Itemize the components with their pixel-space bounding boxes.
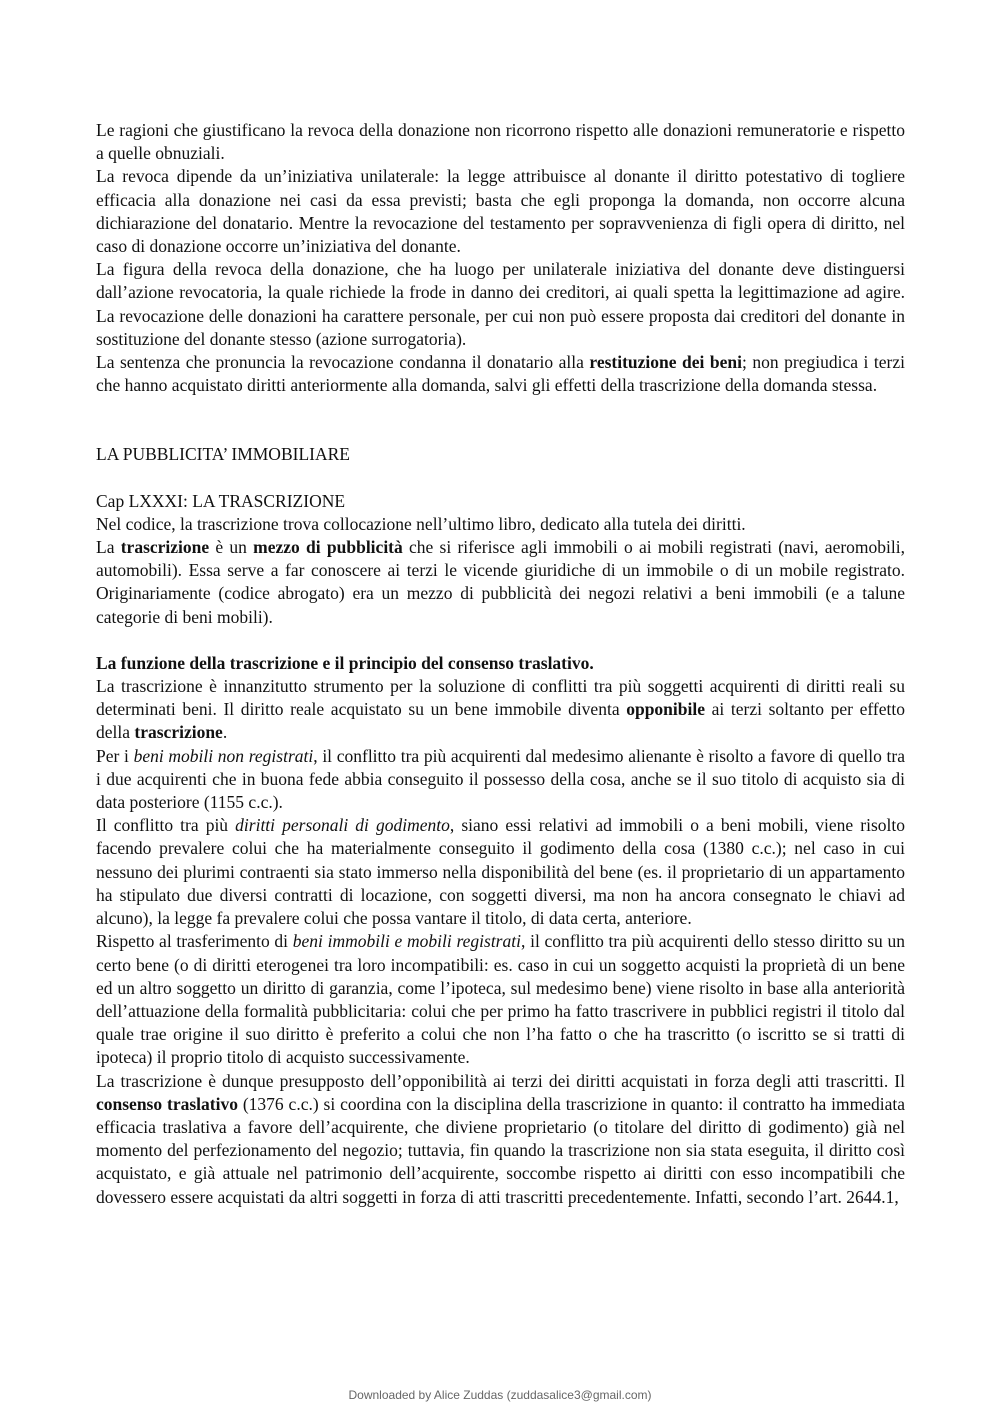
paragraph-5: Nel codice, la trascrizione trova collocazione nell’ultimo libro, dedicato alla tutela dei diritti. bbox=[96, 513, 746, 534]
download-footer: Downloaded by Alice Zuddas (zuddasalice3@gmail.com) bbox=[348, 1388, 652, 1402]
spacer bbox=[96, 467, 905, 490]
paragraph-4-bold: restituzione dei beni bbox=[589, 352, 743, 373]
paragraph-4 bbox=[96, 351, 905, 397]
paragraph-8 bbox=[96, 745, 905, 815]
paragraph-6-text: La bbox=[96, 537, 121, 558]
paragraph-7-text-3: . bbox=[222, 722, 228, 743]
paragraph-11 bbox=[96, 1070, 905, 1209]
spacer bbox=[96, 397, 905, 443]
paragraph-8-text: Per i bbox=[96, 745, 134, 766]
paragraph-7-bold-2: trascrizione bbox=[134, 722, 223, 743]
paragraph-11-text-2: (1376 c.c.) si coordina con la disciplina della trascrizione in quanto: il contratto ha immediata efficacia traslativa a favore dell’acquirente, che diviene proprietario (o titolare del diritto di godimento) già nel momento del perfezionamento del negozio; tuttavia, fin quando la trascrizione non sia stata eseguita, il diritto così acquistato, e già attuale nel patrimonio dell’acquirente, soccombe rispetto ai diritti con esso incompatibili che dovessero essere acquistati da altri soggetti in forza di atti trascritti precedentemente. Infatti, secondo l’art. 2644.1, bbox=[96, 1093, 906, 1207]
paragraph-6-text-2: è un bbox=[209, 537, 254, 558]
paragraph-4-text-end: ; non pregiudica i terzi che hanno acquistato diritti anteriormente alla domanda, salvi gli effetti della trascrizione della domanda stessa. bbox=[96, 352, 905, 396]
subsection-heading bbox=[96, 652, 905, 675]
chapter-title: Cap LXXXI: LA TRASCRIZIONE bbox=[96, 490, 346, 511]
paragraph-6-text-3: che si riferisce agli immobili o ai mobili registrati (navi, aeromobili, automobili). Essa serve a far conoscere ai terzi le vicende giuridiche di un immobile o di un mobile registrato. Originariamente (codice abrogato) era un mezzo di pubblicità dei negozi relativi a beni immobili (e a talune categorie di beni mobili). bbox=[96, 537, 905, 627]
paragraph-10 bbox=[96, 930, 905, 1069]
subsection-heading-text: La funzione della trascrizione e il principio del consenso traslativo. bbox=[96, 652, 594, 673]
paragraph-8-italic: beni mobili non registrati bbox=[133, 745, 314, 766]
paragraph-6-bold-2: mezzo di pubblicità bbox=[253, 537, 403, 558]
section-heading: LA PUBBLICITA’ IMMOBILIARE bbox=[96, 444, 350, 465]
paragraph-10-text: Rispetto al trasferimento di bbox=[96, 931, 293, 952]
paragraph-1: Le ragioni che giustificano la revoca della donazione non ricorrono rispetto alle donazioni remuneratorie e rispetto a quelle obnuziali. bbox=[96, 120, 905, 164]
paragraph-7 bbox=[96, 675, 905, 745]
spacer bbox=[96, 629, 905, 652]
document-body bbox=[96, 119, 905, 1209]
paragraph-8-text-2: , il conflitto tra più acquirenti dal medesimo alienante è risolto a favore di quello tra i due acquirenti che in buona fede abbia conseguito il possesso della cosa, anche se il suo titolo di acquisto sia di data posteriore (1155 c.c.). bbox=[96, 745, 905, 813]
paragraph-7-text: La trascrizione è innanzitutto strumento per la soluzione di conflitti tra più soggetti acquirenti di diritti reali su determinati beni. Il diritto reale acquistato su un bene immobile diventa bbox=[96, 676, 905, 720]
paragraph-9-text-2: , siano essi relativi ad immobili o a beni mobili, viene risolto facendo prevalere colui che ha materialmente conseguito il godimento della cosa (1380 c.c.); nel caso in cui nessuno dei plurimi contraenti sia stato immerso nella disponibilità del bene (es. il proprietario di un appartamento ha stipulato due diversi contratti di locazione, con soggetti diversi, ma non ha ancora consegnato le chiavi ad alcuno), la legge fa prevalere colui che possa vantare il titolo, di data certa, anteriore. bbox=[96, 815, 905, 929]
paragraph-10-text-2: , il conflitto tra più acquirenti dello stesso diritto su un certo bene (o di diritti eterogenei tra loro incompatibili: es. caso in cui un soggetto acquisti la proprietà di un bene ed un altro soggetto un diritto di garanzia, come l’ipoteca, sul medesimo bene) viene risolto in base alla anteriorità dell’attuazione della formalità pubblicitaria: colui che per primo ha fatto trascrivere in pubblici registri il titolo dal quale trae origine il suo diritto è preferito a colui che non l’ha fatto o che ha trascritto (o iscritto se si tratti di ipoteca) il proprio titolo di acquisto successivamente. bbox=[96, 931, 905, 1068]
paragraph-9 bbox=[96, 814, 905, 930]
paragraph-3: La figura della revoca della donazione, che ha luogo per unilaterale iniziativa del donante deve distinguersi dall’azione revocatoria, la quale richiede la frode in danno dei creditori, ai quali spetta la legittimazione ad agire. La revocazione delle donazioni ha carattere personale, per cui non può essere proposta dai creditori del donante in sostituzione del donante stesso (azione surrogatoria). bbox=[96, 259, 905, 349]
paragraph-9-italic: diritti personali di godimento bbox=[235, 815, 450, 836]
paragraph-7-text-2: ai terzi soltanto per effetto della bbox=[96, 699, 905, 743]
paragraph-11-text: La trascrizione è dunque presupposto dell’opponibilità ai terzi dei diritti acquistati in forza degli atti trascritti. Il bbox=[96, 1070, 905, 1091]
paragraph-9-text: Il conflitto tra più bbox=[96, 815, 236, 836]
paragraph-11-bold: consenso traslativo bbox=[96, 1093, 238, 1114]
paragraph-7-bold-1: opponibile bbox=[626, 699, 706, 720]
paragraph-6-bold-1: trascrizione bbox=[120, 537, 210, 558]
paragraph-6 bbox=[96, 536, 905, 629]
paragraph-4-text: La sentenza che pronuncia la revocazione condanna il donatario alla bbox=[96, 352, 590, 373]
paragraph-10-italic: beni immobili e mobili registrati bbox=[292, 931, 521, 952]
paragraph-2: La revoca dipende da un’iniziativa unilaterale: la legge attribuisce al donante il diritto potestativo di togliere efficacia alla donazione nei casi da essa previsti; basta che egli proponga la domanda, non occorre alcuna dichiarazione del donatario. Mentre la revocazione del testamento per sopravvenienza di figli opera di diritto, nel caso di donazione occorre un’iniziativa del donante. bbox=[96, 166, 905, 257]
